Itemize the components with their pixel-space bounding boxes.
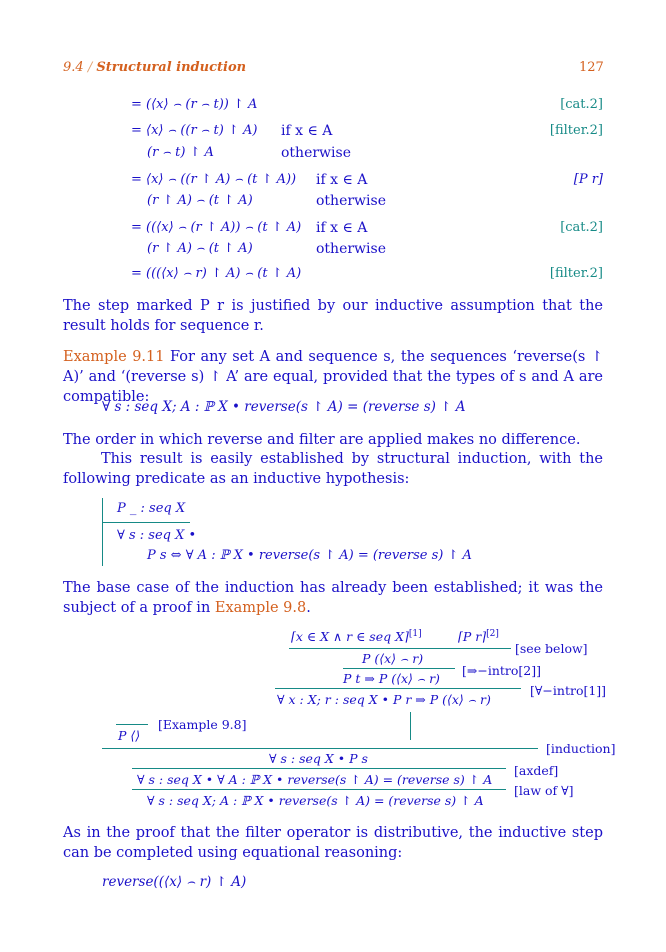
proof-rule-label: [∀−intro[1]] <box>530 683 607 698</box>
derivation-expr: (r ↾ A) ⌢ (t ↾ A) <box>147 241 253 256</box>
proof-line: P t ⇒ P (⟨x⟩ ⌢ r) <box>343 671 440 686</box>
running-header <box>63 60 246 75</box>
example-text: For any set A and sequence s, the sequences ‘reverse(s ↾ A)’ and ‘(reverse s) ↾ A’ are equal, provided that the types of s and A are compatible: <box>63 349 603 405</box>
derivation-tag: [filter.2] <box>549 266 603 281</box>
derivation-tag: [filter.2] <box>549 123 603 138</box>
proof-rule-label: [Example 9.8] <box>158 717 247 732</box>
derivation-expr: = ⟨x⟩ ⌢ ((r ↾ A) ⌢ (t ↾ A)) <box>131 172 297 187</box>
paragraph <box>63 578 603 618</box>
proof-line: P (⟨x⟩ ⌢ r) <box>362 651 424 666</box>
proof-rule-label: [see below] <box>515 641 588 656</box>
proof-line: ∀ s : seq X • P s <box>269 751 368 766</box>
proof-rule-label: [axdef] <box>514 763 559 778</box>
derivation-tag: [cat.2] <box>560 97 603 112</box>
paragraph: As in the proof that the filter operator is distributive, the inductive step can be completed using equational reasoning: <box>63 825 603 861</box>
proof-line: ∀ x : X; r : seq X • P r ⇒ P (⟨x⟩ ⌢ r) <box>277 692 491 707</box>
derivation-cond: if x ∈ A <box>281 123 333 139</box>
example-block <box>63 347 603 407</box>
example-label: Example 9.11 <box>63 349 165 365</box>
proof-rule-label: [⇒−intro[2]] <box>462 663 541 678</box>
proof-rule <box>275 688 521 689</box>
proof-hypothesis <box>458 629 499 644</box>
derivation-cond: otherwise <box>281 145 351 161</box>
proof-rule-label: [induction] <box>546 741 616 756</box>
derivation-cond: otherwise <box>316 193 386 209</box>
proof-rule <box>102 748 538 749</box>
proof-rule-label: [law of ∀] <box>514 783 574 798</box>
proof-rule <box>132 789 506 790</box>
page-number: 127 <box>579 60 604 75</box>
example-link[interactable]: Example 9.8 <box>214 600 307 616</box>
schema-predicate: ∀ s : seq X • <box>117 528 197 543</box>
schema-predicate: P s ⇔ ∀ A : ℙ X • reverse(s ↾ A) = (reverse s) ↾ A <box>147 548 472 563</box>
hypothesis-text: ⌈P r⌉ <box>458 629 487 645</box>
schema-divider <box>102 522 190 523</box>
schema-declaration: P _ : seq X <box>117 501 186 516</box>
derivation-expr: (r ⌢ t) ↾ A <box>147 145 214 160</box>
example-formula: ∀ s : seq X; A : ℙ X • reverse(s ↾ A) = (reverse s) ↾ A <box>102 399 466 415</box>
proof-rule <box>289 648 511 649</box>
derivation-expr: = (((⟨x⟩ ⌢ r) ↾ A) ⌢ (t ↾ A) <box>131 266 302 281</box>
proof-hypothesis <box>291 629 422 644</box>
derivation-expr: = ((⟨x⟩ ⌢ (r ↾ A)) ⌢ (t ↾ A) <box>131 220 302 235</box>
paragraph: The step marked P r is justified by our inductive assumption that the result holds for sequence r. <box>63 298 603 334</box>
derivation-cond: if x ∈ A <box>316 220 368 236</box>
section-title: Structural induction <box>96 60 247 75</box>
paragraph-text: The base case of the induction has already been established; it was the subject of a proof in <box>63 580 603 616</box>
hypothesis-ref: [1] <box>408 629 422 639</box>
section-number: 9.4 <box>63 60 84 75</box>
derivation-tag: [cat.2] <box>560 220 603 235</box>
derivation-expr: (r ↾ A) ⌢ (t ↾ A) <box>147 193 253 208</box>
final-expression: reverse((⟨x⟩ ⌢ r) ↾ A) <box>102 874 247 890</box>
paragraph: This result is easily established by structural induction, with the following predicate as an inductive hypothesis: <box>63 451 603 487</box>
derivation-tag: [P r] <box>573 172 603 187</box>
proof-rule <box>343 668 455 669</box>
derivation-cond: if x ∈ A <box>316 172 368 188</box>
proof-rule <box>116 724 148 725</box>
paragraph: The order in which reverse and filter are applied makes no difference. <box>63 432 581 448</box>
proof-line: ∀ s : seq X; A : ℙ X • reverse(s ↾ A) = (reverse s) ↾ A <box>147 793 484 808</box>
proof-base-case: P ⟨⟩ <box>118 728 141 743</box>
paragraph-text: . <box>306 600 311 616</box>
derivation-expr: = (⟨x⟩ ⌢ (r ⌢ t)) ↾ A <box>131 97 258 112</box>
proof-line: ∀ s : seq X • ∀ A : ℙ X • reverse(s ↾ A) = (reverse s) ↾ A <box>137 772 493 787</box>
hypothesis-text: ⌈x ∈ X ∧ r ∈ seq X⌉ <box>291 629 409 645</box>
proof-gap-marker <box>410 712 411 740</box>
derivation-expr: = ⟨x⟩ ⌢ ((r ⌢ t) ↾ A) <box>131 123 258 138</box>
derivation-cond: otherwise <box>316 241 386 257</box>
header-separator: / <box>87 60 93 75</box>
proof-rule <box>132 768 506 769</box>
schema-left-rule <box>102 498 103 566</box>
hypothesis-ref: [2] <box>486 629 499 639</box>
